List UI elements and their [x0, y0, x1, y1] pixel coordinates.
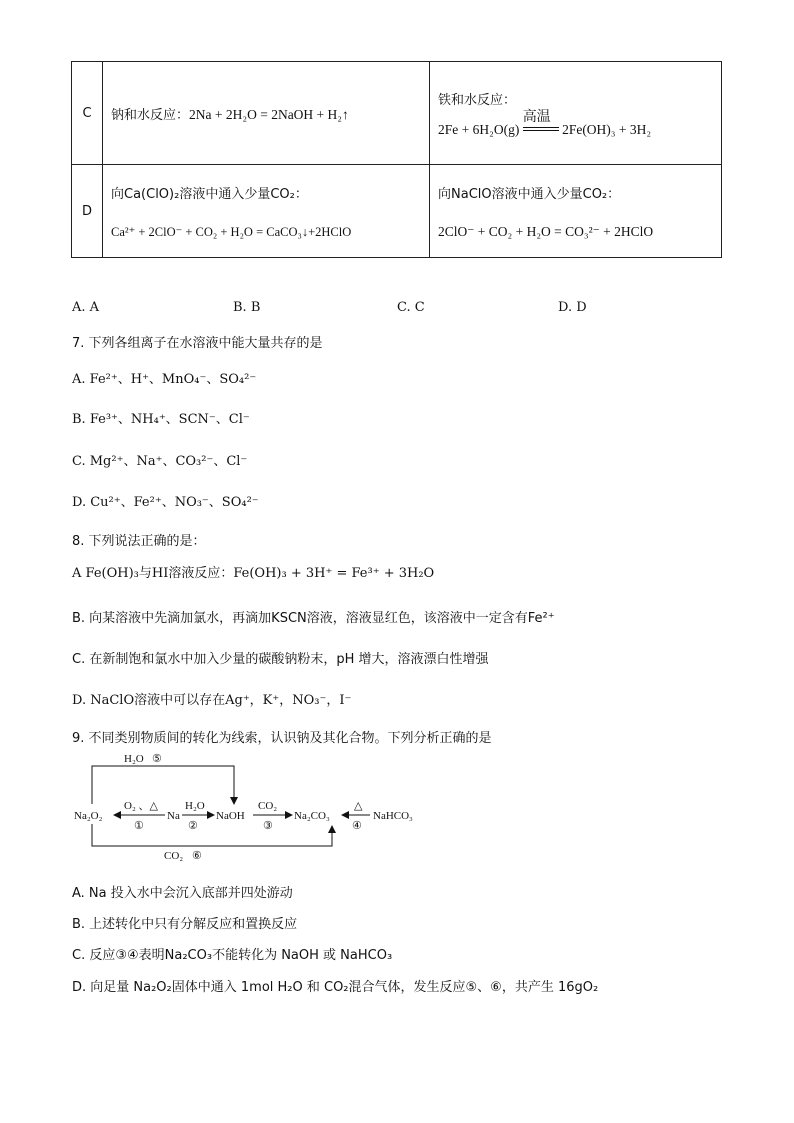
c-right-eq-left: 2Fe + 6H₂O(g) [438, 121, 520, 137]
q7-option-a: A. Fe²⁺、H⁺、MnO₄⁻、SO₄²⁻ [72, 372, 257, 387]
sodium-conversion-diagram [70, 752, 430, 867]
q8-option-a: A Fe(OH)₃与HI溶液反应：Fe(OH)₃ + 3H⁺ = Fe³⁺ + 3H₂O [72, 566, 435, 581]
q7-option-d: D. Cu²⁺、Fe²⁺、NO₃⁻、SO₄²⁻ [72, 495, 259, 510]
arrow-6 [92, 824, 332, 846]
table-row-c [72, 62, 722, 165]
node-nahco3: NaHCO₃ [373, 810, 413, 822]
cond-5: H₂O [124, 753, 144, 765]
q7-option-b: B. Fe³⁺、NH₄⁺、SCN⁻、Cl⁻ [72, 412, 250, 427]
node-na: Na [167, 810, 180, 822]
num-3: ③ [263, 820, 273, 832]
q6-option-a: A. A [72, 300, 100, 315]
c-right-text: 铁和水反应： [438, 92, 517, 108]
q6-option-b: B. B [233, 300, 261, 315]
node-na2co3: Na₂CO₃ [294, 810, 330, 822]
q9-option-d: D. 向足量 Na₂O₂固体中通入 1mol H₂O 和 CO₂混合气体，发生反应⑤、⑥，共产生 16gO₂ [72, 980, 599, 995]
cell-c-right [430, 62, 722, 165]
c-right-eq-right: 2Fe(OH)₃ + 3H₂ [562, 121, 652, 137]
q9-stem: 9. 不同类别物质间的转化为线索，认识钠及其化合物。下列分析正确的是 [72, 731, 492, 746]
q8-option-d: D. NaClO溶液中可以存在Ag⁺，K⁺，NO₃⁻，I⁻ [72, 693, 352, 708]
q9-option-b: B. 上述转化中只有分解反应和置换反应 [72, 917, 298, 932]
d-right-text: 向NaClO溶液中通入少量CO₂： [438, 186, 621, 202]
high-temp-condition: 高温 [522, 109, 551, 126]
c-right-equation [438, 109, 713, 138]
q8-option-b: B. 向某溶液中先滴加氯水，再滴加KSCN溶液，溶液显红色，该溶液中一定含有Fe²⁺ [72, 611, 555, 626]
d-left-equation: Ca²⁺ + 2ClO⁻ + CO₂ + H₂O = CaCO₃↓+2HClO [111, 224, 352, 239]
cond-3: CO₂ [258, 800, 278, 812]
q6-option-c: C. C [397, 300, 425, 315]
node-na2o2: Na₂O₂ [74, 810, 103, 822]
num-5: ⑤ [152, 753, 162, 765]
c-left-text: 钠和水反应： [111, 107, 190, 123]
q8-stem: 8. 下列说法正确的是： [72, 534, 206, 549]
d-right-equation: 2ClO⁻ + CO₂ + H₂O = CO₃²⁻ + 2HClO [438, 223, 654, 239]
c-left-equation: 2Na + 2H₂O = 2NaOH + H₂↑ [189, 106, 349, 122]
table-row-d [72, 165, 722, 258]
q7-option-c: C. Mg²⁺、Na⁺、CO₃²⁻、Cl⁻ [72, 454, 248, 469]
cell-c-left [103, 62, 430, 165]
comparison-table [71, 61, 722, 258]
cell-d-right [430, 165, 722, 258]
cond-4: △ [354, 800, 363, 812]
q6-options [72, 300, 672, 318]
arrow-5 [92, 766, 234, 804]
row-label-c: C [72, 62, 103, 165]
node-naoh: NaOH [216, 810, 245, 822]
q9-option-a: A. Na 投入水中会沉入底部并四处游动 [72, 886, 293, 901]
cond-1: O₂ 、△ [124, 800, 158, 812]
num-4: ④ [352, 820, 362, 832]
num-2: ② [188, 820, 198, 832]
q6-option-d: D. D [558, 300, 587, 315]
high-temp-arrow [522, 109, 559, 136]
q7-stem: 7. 下列各组离子在水溶液中能大量共存的是 [72, 336, 323, 351]
q9-option-c: C. 反应③④表明Na₂CO₃不能转化为 NaOH 或 NaHCO₃ [72, 948, 393, 963]
d-left-text: 向Ca(ClO)₂溶液中通入少量CO₂： [111, 186, 308, 202]
num-1: ① [134, 820, 144, 832]
q8-option-c: C. 在新制饱和氯水中加入少量的碳酸钠粉末，pH 增大，溶液漂白性增强 [72, 652, 489, 667]
num-6: ⑥ [192, 850, 202, 862]
row-label-d: D [72, 165, 103, 258]
cond-2: H₂O [185, 800, 205, 812]
cell-d-left [103, 165, 430, 258]
cond-6: CO₂ [164, 850, 184, 862]
